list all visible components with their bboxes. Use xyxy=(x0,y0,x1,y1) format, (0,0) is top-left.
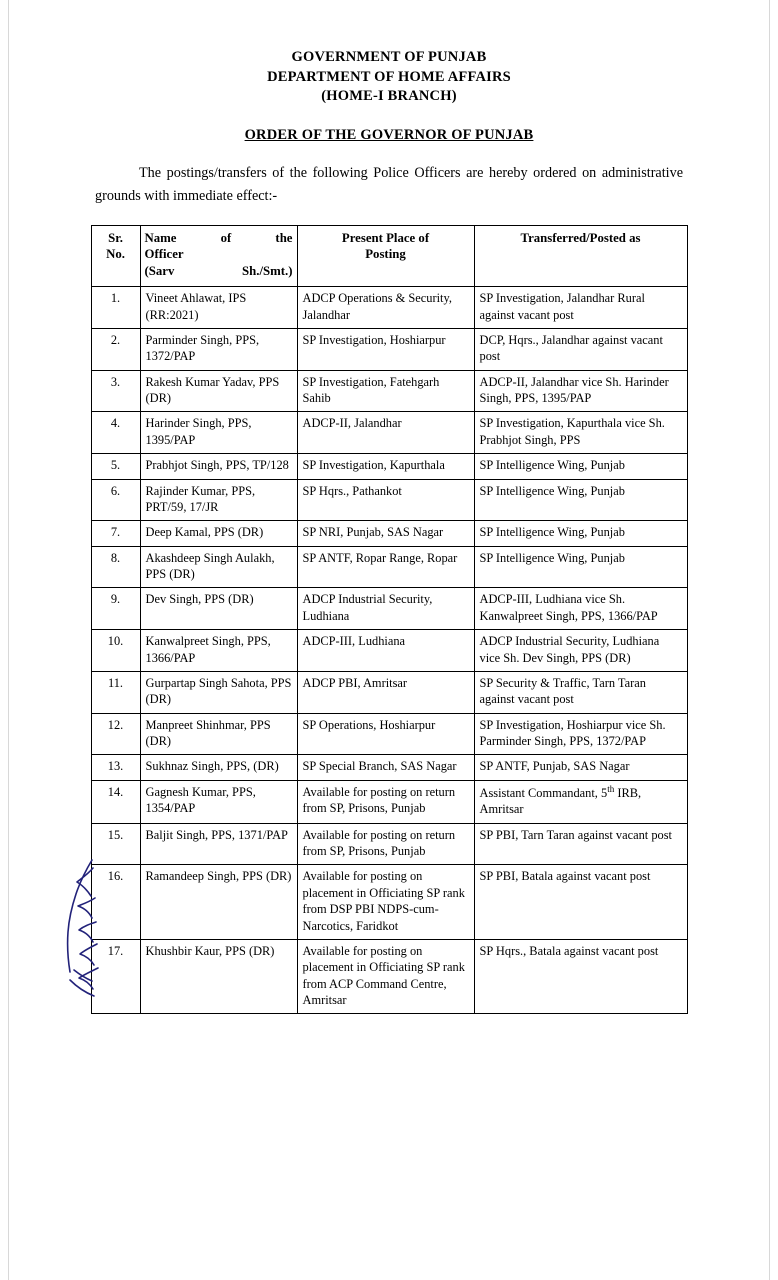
col-header-transferred: Transferred/Posted as xyxy=(474,225,687,287)
postings-table xyxy=(91,225,688,1015)
cell-present-posting: Available for posting on placement in Officiating SP rank from DSP PBI NDPS-cum-Narcotics, Faridkot xyxy=(297,865,474,940)
cell-sr-no: 6. xyxy=(91,479,140,521)
table-row xyxy=(91,546,687,588)
cell-sr-no: 13. xyxy=(91,755,140,780)
col-header-present-line1: Present Place of xyxy=(341,230,430,245)
cell-present-posting: Available for posting on return from SP, Prisons, Punjab xyxy=(297,780,474,823)
col-header-sr-line1: Sr. xyxy=(108,230,123,245)
cell-sr-no: 7. xyxy=(91,521,140,546)
cell-transferred-posted: SP Security & Traffic, Tarn Taran against vacant post xyxy=(474,671,687,713)
table-row xyxy=(91,328,687,370)
header-line-department: DEPARTMENT OF HOME AFFAIRS xyxy=(267,68,511,85)
cell-sr-no: 14. xyxy=(91,780,140,823)
cell-officer-name: Baljit Singh, PPS, 1371/PAP xyxy=(140,823,297,865)
cell-transferred-posted: ADCP Industrial Security, Ludhiana vice Sh. Dev Singh, PPS (DR) xyxy=(474,630,687,672)
cell-officer-name: Akashdeep Singh Aulakh, PPS (DR) xyxy=(140,546,297,588)
cell-sr-no: 16. xyxy=(91,865,140,940)
col-header-officer-name xyxy=(140,225,297,287)
cell-sr-no: 17. xyxy=(91,939,140,1014)
order-title: ORDER OF THE GOVERNOR OF PUNJAB xyxy=(244,126,534,143)
cell-sr-no: 8. xyxy=(91,546,140,588)
cell-transferred-posted: SP Intelligence Wing, Punjab xyxy=(474,546,687,588)
intro-text: The postings/transfers of the following Police Officers are hereby ordered on administrative grounds with immediate effect:- xyxy=(95,164,683,205)
table-header-row xyxy=(91,225,687,287)
col-header-present-posting xyxy=(297,225,474,287)
cell-present-posting: SP Investigation, Hoshiarpur xyxy=(297,328,474,370)
cell-sr-no: 10. xyxy=(91,630,140,672)
cell-officer-name: Manpreet Shinhmar, PPS (DR) xyxy=(140,713,297,755)
cell-transferred-posted: SP Intelligence Wing, Punjab xyxy=(474,521,687,546)
table-row xyxy=(91,412,687,454)
table-row xyxy=(91,479,687,521)
table-row xyxy=(91,630,687,672)
table-row xyxy=(91,454,687,479)
document-header xyxy=(0,48,778,107)
cell-officer-name: Parminder Singh, PPS, 1372/PAP xyxy=(140,328,297,370)
col-header-name-line3: (Sarv Sh./Smt.) xyxy=(144,264,293,279)
cell-sr-no: 2. xyxy=(91,328,140,370)
table-row xyxy=(91,780,687,823)
table-row xyxy=(91,671,687,713)
table-row xyxy=(91,713,687,755)
cell-transferred-posted: SP PBI, Batala against vacant post xyxy=(474,865,687,940)
cell-transferred-posted: SP Investigation, Jalandhar Rural against vacant post xyxy=(474,287,687,329)
col-header-name-line2: Officer xyxy=(144,247,184,262)
cell-officer-name: Prabhjot Singh, PPS, TP/128 xyxy=(140,454,297,479)
cell-present-posting: SP Investigation, Fatehgarh Sahib xyxy=(297,370,474,412)
cell-transferred-posted: SP Investigation, Hoshiarpur vice Sh. Parminder Singh, PPS, 1372/PAP xyxy=(474,713,687,755)
cell-transferred-posted: SP ANTF, Punjab, SAS Nagar xyxy=(474,755,687,780)
cell-present-posting: ADCP PBI, Amritsar xyxy=(297,671,474,713)
cell-sr-no: 3. xyxy=(91,370,140,412)
cell-officer-name: Gagnesh Kumar, PPS, 1354/PAP xyxy=(140,780,297,823)
cell-present-posting: SP Special Branch, SAS Nagar xyxy=(297,755,474,780)
cell-transferred-posted: ADCP-II, Jalandhar vice Sh. Harinder Singh, PPS, 1395/PAP xyxy=(474,370,687,412)
cell-officer-name: Khushbir Kaur, PPS (DR) xyxy=(140,939,297,1014)
cell-sr-no: 1. xyxy=(91,287,140,329)
cell-present-posting: SP Operations, Hoshiarpur xyxy=(297,713,474,755)
cell-present-posting: Available for posting on placement in Officiating SP rank from ACP Command Centre, Amritsar xyxy=(297,939,474,1014)
table-row xyxy=(91,755,687,780)
cell-present-posting: SP Hqrs., Pathankot xyxy=(297,479,474,521)
table-row xyxy=(91,370,687,412)
cell-sr-no: 4. xyxy=(91,412,140,454)
cell-officer-name: Harinder Singh, PPS, 1395/PAP xyxy=(140,412,297,454)
cell-officer-name: Deep Kamal, PPS (DR) xyxy=(140,521,297,546)
cell-present-posting: Available for posting on return from SP, Prisons, Punjab xyxy=(297,823,474,865)
cell-officer-name: Rakesh Kumar Yadav, PPS (DR) xyxy=(140,370,297,412)
ordinal-superscript: th xyxy=(607,783,615,794)
cell-sr-no: 12. xyxy=(91,713,140,755)
cell-present-posting: ADCP-III, Ludhiana xyxy=(297,630,474,672)
table-row xyxy=(91,823,687,865)
cell-officer-name: Dev Singh, PPS (DR) xyxy=(140,588,297,630)
header-line-branch: (HOME-I BRANCH) xyxy=(321,88,457,105)
cell-present-posting: ADCP Industrial Security, Ludhiana xyxy=(297,588,474,630)
table-row xyxy=(91,939,687,1014)
cell-sr-no: 9. xyxy=(91,588,140,630)
col-header-name-line1: Name of the xyxy=(144,230,293,245)
cell-transferred-posted: SP PBI, Tarn Taran against vacant post xyxy=(474,823,687,865)
cell-officer-name: Gurpartap Singh Sahota, PPS (DR) xyxy=(140,671,297,713)
cell-transferred-posted: DCP, Hqrs., Jalandhar against vacant post xyxy=(474,328,687,370)
cell-sr-no: 5. xyxy=(91,454,140,479)
cell-transferred-posted: SP Intelligence Wing, Punjab xyxy=(474,454,687,479)
table-row xyxy=(91,865,687,940)
cell-present-posting: SP ANTF, Ropar Range, Ropar xyxy=(297,546,474,588)
header-line-government: GOVERNMENT OF PUNJAB xyxy=(291,49,487,65)
cell-officer-name: Sukhnaz Singh, PPS, (DR) xyxy=(140,755,297,780)
col-header-present-line2: Posting xyxy=(365,247,406,262)
cell-present-posting: SP NRI, Punjab, SAS Nagar xyxy=(297,521,474,546)
cell-present-posting: SP Investigation, Kapurthala xyxy=(297,454,474,479)
table-header xyxy=(91,225,687,287)
cell-sr-no: 11. xyxy=(91,671,140,713)
cell-transferred-posted: SP Investigation, Kapurthala vice Sh. Prabhjot Singh, PPS xyxy=(474,412,687,454)
cell-transferred-posted: ADCP-III, Ludhiana vice Sh. Kanwalpreet Singh, PPS, 1366/PAP xyxy=(474,588,687,630)
cell-officer-name: Rajinder Kumar, PPS, PRT/59, 17/JR xyxy=(140,479,297,521)
intro-paragraph xyxy=(95,162,683,209)
cell-sr-no: 15. xyxy=(91,823,140,865)
cell-officer-name: Vineet Ahlawat, IPS (RR:2021) xyxy=(140,287,297,329)
cell-present-posting: ADCP Operations & Security, Jalandhar xyxy=(297,287,474,329)
table-row xyxy=(91,287,687,329)
table-body xyxy=(91,287,687,1014)
col-header-sr-no xyxy=(91,225,140,287)
cell-officer-name: Kanwalpreet Singh, PPS, 1366/PAP xyxy=(140,630,297,672)
cell-officer-name: Ramandeep Singh, PPS (DR) xyxy=(140,865,297,940)
cell-transferred-posted: SP Intelligence Wing, Punjab xyxy=(474,479,687,521)
cell-present-posting: ADCP-II, Jalandhar xyxy=(297,412,474,454)
cell-transferred-posted: Assistant Commandant, 5th IRB, Amritsar xyxy=(474,780,687,823)
table-row xyxy=(91,588,687,630)
table-row xyxy=(91,521,687,546)
col-header-sr-line2: No. xyxy=(106,247,125,262)
cell-transferred-posted: SP Hqrs., Batala against vacant post xyxy=(474,939,687,1014)
